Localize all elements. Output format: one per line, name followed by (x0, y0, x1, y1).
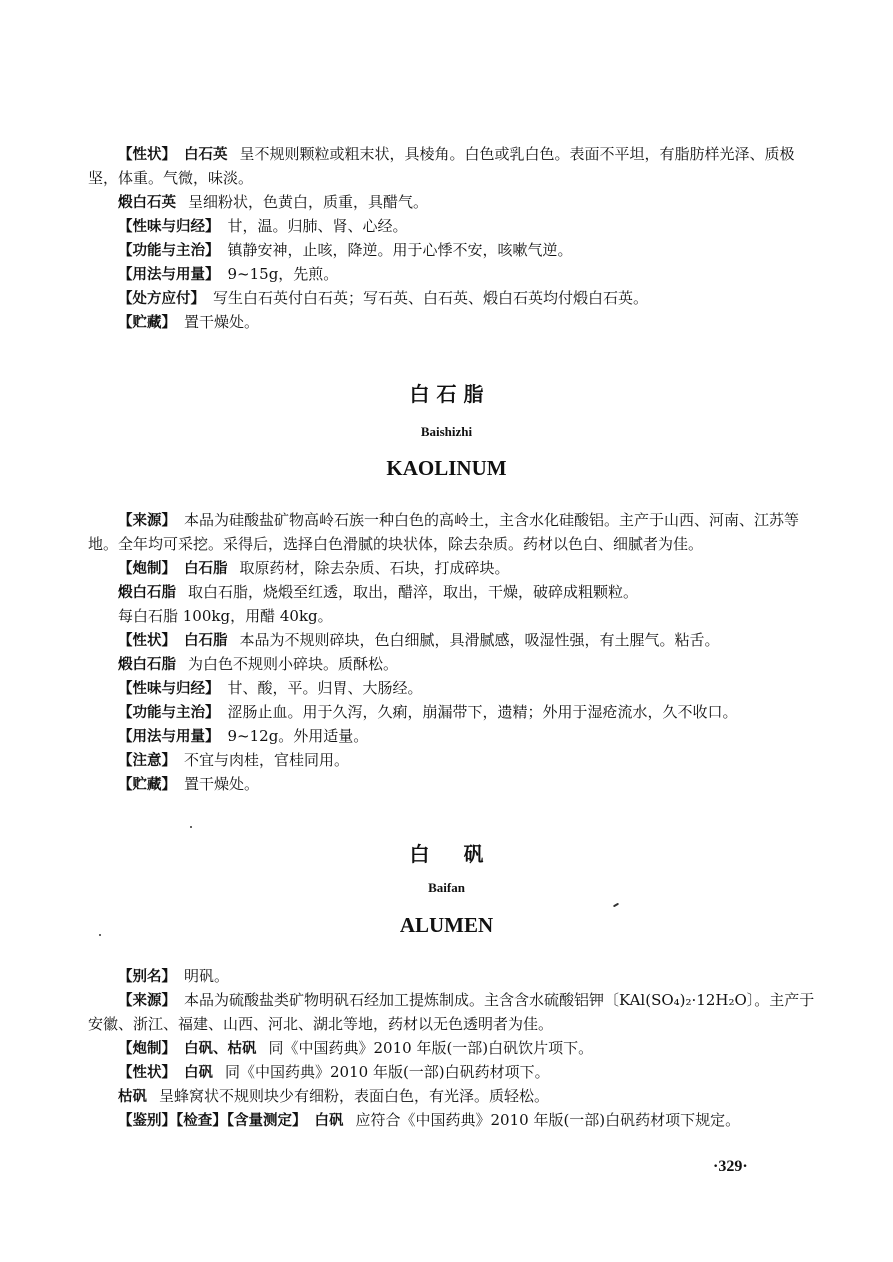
section-label: 【注意】 (118, 753, 176, 769)
paragraph-text: 本品为硫酸盐类矿物明矾石经加工提炼制成。主含含水硫酸铝钾〔KAl(SO₄)₂·12H₂O〕。主产于 (184, 991, 815, 1009)
paragraph-duan-baishizhi-2 (118, 652, 838, 677)
entry-title-latin: KAOLINUM (386, 456, 507, 480)
section-label: 【贮藏】 (118, 315, 176, 331)
section-label: 【炮制】 (118, 1041, 176, 1057)
paragraph-continuation: 坚，体重。气微，味淡。 (88, 169, 254, 187)
section-label: 【炮制】 (118, 561, 176, 577)
paragraph-text: 同《中国药典》2010 年版(一部)白矾药材项下。 (225, 1063, 550, 1081)
paragraph-xingzhuang-1 (118, 142, 838, 167)
sub-label: 白石脂 (184, 561, 228, 577)
paragraph-duan-baishiying (118, 190, 838, 215)
paragraph-gongneng (118, 238, 838, 263)
page-number: ·329· (713, 1158, 748, 1175)
paragraph-zhucang (118, 310, 838, 335)
section-label: 【性味与归经】 (118, 219, 220, 235)
scan-speck (99, 934, 101, 936)
paragraph-jianbie (118, 1108, 838, 1133)
paragraph-text: 明矾。 (184, 967, 230, 985)
paragraph-continuation: 安徽、浙江、福建、山西、河北、湖北等地，药材以无色透明者为佳。 (88, 1015, 554, 1033)
section-label: 【功能与主治】 (118, 705, 220, 721)
paragraph-xingzhuang-3 (118, 1060, 838, 1085)
paragraph-paozhi-3 (118, 1036, 838, 1061)
entry-title-chinese: 白 石 脂 (409, 382, 484, 406)
sub-label: 白矾 (184, 1065, 213, 1081)
paragraph-text: 9~15g，先煎。 (227, 265, 339, 283)
paragraph-laiyuan (118, 508, 838, 533)
sub-label: 白石脂 (184, 633, 228, 649)
paragraph-xingwei-2 (118, 676, 838, 701)
paragraph-bieming (118, 964, 838, 989)
sub-label: 白矾 (314, 1113, 344, 1129)
sub-label: 煅白石英 (118, 195, 176, 211)
entry-title-chinese: 白 矾 (409, 842, 484, 866)
section-label: 【别名】 (118, 969, 176, 985)
paragraph-gongneng-2 (118, 700, 838, 725)
sub-label: 白矾、枯矾 (184, 1041, 257, 1057)
section-label: 【用法与用量】 (118, 267, 220, 283)
scan-speck (613, 903, 619, 908)
paragraph-text: 本品为硅酸盐矿物高岭石族一种白色的高岭土，主含水化硅酸铝。主产于山西、河南、江苏等 (184, 511, 800, 529)
paragraph-kufan (118, 1084, 838, 1109)
section-label: 【鉴别】【检查】【含量测定】 (118, 1113, 307, 1129)
paragraph-text: 呈不规则颗粒或粗末状，具棱角。白色或乳白色。表面不平坦，有脂肪样光泽、质极 (239, 145, 795, 163)
paragraph-text: 镇静安神，止咳，降逆。用于心悸不安，咳嗽气逆。 (227, 241, 573, 259)
paragraph-zhuyi (118, 748, 838, 773)
paragraph-yongfa-2 (118, 724, 838, 749)
paragraph-ratio: 每白石脂 100kg，用醋 40kg。 (118, 607, 333, 625)
paragraph-text: 写生白石英付白石英；写石英、白石英、煅白石英均付煅白石英。 (213, 289, 649, 307)
section-label: 【贮藏】 (118, 777, 176, 793)
paragraph-zhucang-2 (118, 772, 838, 797)
section-label: 【用法与用量】 (118, 729, 220, 745)
section-label: 【性味与归经】 (118, 681, 220, 697)
section-label: 【处方应付】 (118, 291, 205, 307)
paragraph-text: 甘，温。归肺、肾、心经。 (227, 217, 408, 235)
paragraph-text: 本品为不规则碎块，色白细腻，具滑腻感，吸湿性强，有土腥气。粘舌。 (239, 631, 720, 649)
paragraph-text: 同《中国药典》2010 年版(一部)白矾饮片项下。 (268, 1039, 594, 1057)
entry-title-pinyin: Baishizhi (420, 424, 473, 439)
sub-label: 枯矾 (118, 1089, 147, 1105)
scan-speck (190, 826, 192, 828)
paragraph-text: 取白石脂，烧煅至红透，取出，醋淬，取出，干燥，破碎成粗颗粒。 (188, 583, 639, 601)
section-label: 【性状】 (118, 633, 176, 649)
paragraph-text: 置干燥处。 (184, 313, 260, 331)
paragraph-xingwei (118, 214, 838, 239)
paragraph-text: 9~12g。外用适量。 (227, 727, 369, 745)
paragraph-text: 置干燥处。 (184, 775, 260, 793)
paragraph-text: 呈细粉状，色黄白，质重，具醋气。 (188, 193, 429, 211)
paragraph-text: 呈蜂窝状不规则块少有细粉，表面白色，有光泽。质轻松。 (159, 1087, 550, 1105)
paragraph-continuation: 地。全年均可采挖。采得后，选择白色滑腻的块状体，除去杂质。药材以色白、细腻者为佳。 (88, 535, 704, 553)
paragraph-text: 为白色不规则小碎块。质酥松。 (188, 655, 399, 673)
sub-label: 煅白石脂 (118, 585, 176, 601)
paragraph-duan-baishizhi (118, 580, 838, 605)
section-label: 【性状】 (118, 147, 176, 163)
sub-label: 煅白石脂 (118, 657, 176, 673)
paragraph-chufang (118, 286, 838, 311)
paragraph-text: 不宜与肉桂，官桂同用。 (184, 751, 350, 769)
paragraph-text: 取原药材，除去杂质、石块，打成碎块。 (239, 559, 510, 577)
paragraph-text: 涩肠止血。用于久泻，久痢，崩漏带下，遗精；外用于湿疮流水，久不收口。 (227, 703, 738, 721)
paragraph-yongfa (118, 262, 838, 287)
paragraph-paozhi (118, 556, 838, 581)
entry-title-latin: ALUMEN (399, 913, 494, 937)
entry-title-pinyin: Baifan (428, 880, 465, 895)
section-label: 【功能与主治】 (118, 243, 220, 259)
paragraph-text: 甘、酸，平。归胃、大肠经。 (227, 679, 423, 697)
paragraph-xingzhuang-2 (118, 628, 838, 653)
section-label: 【来源】 (118, 993, 176, 1009)
section-label: 【来源】 (118, 513, 176, 529)
paragraph-text: 应符合《中国药典》2010 年版(一部)白矾药材项下规定。 (355, 1111, 741, 1129)
paragraph-laiyuan-3 (118, 988, 838, 1013)
sub-label: 白石英 (184, 147, 228, 163)
section-label: 【性状】 (118, 1065, 176, 1081)
